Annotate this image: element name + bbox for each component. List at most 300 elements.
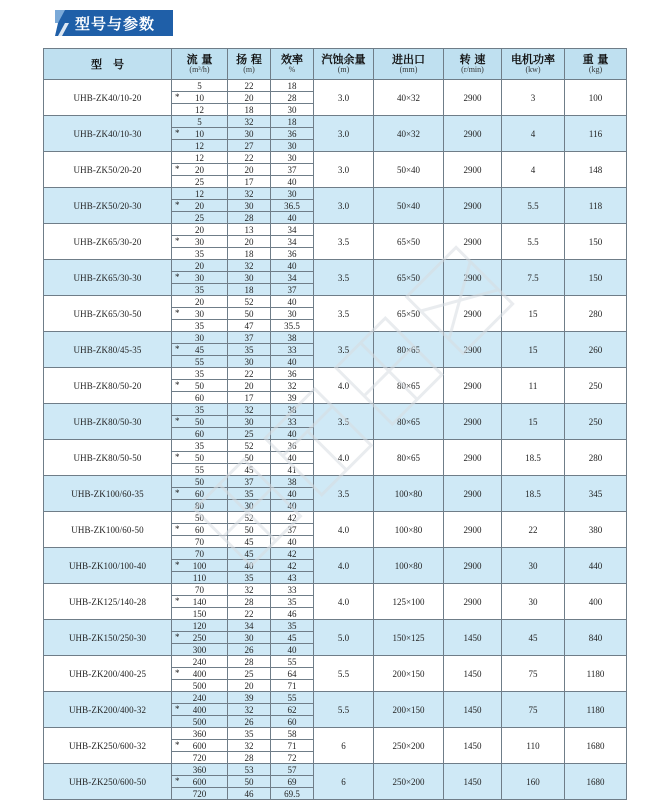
column-header-label: 汽蚀余量 — [321, 53, 366, 66]
column-header — [271, 49, 314, 80]
flow-cell — [172, 392, 228, 404]
cell-value: 20 — [244, 164, 254, 175]
model-cell: UHB-ZK250/600-32 — [44, 728, 172, 764]
weight-cell: 150 — [565, 224, 627, 260]
weight-cell: 250 — [565, 368, 627, 404]
npsh-cell: 3.5 — [314, 404, 374, 440]
flow-cell — [172, 116, 228, 128]
efficiency-cell — [271, 536, 314, 548]
model-cell: UHB-ZK250/600-50 — [44, 764, 172, 800]
npsh-cell: 5.0 — [314, 620, 374, 656]
cell-value: 45 — [244, 536, 254, 547]
cell-value: 33 — [287, 416, 297, 427]
head-cell — [228, 680, 271, 692]
column-header-unit: (m³/h) — [189, 65, 210, 74]
head-cell — [228, 776, 271, 788]
cell-value: 18 — [287, 116, 297, 127]
head-cell — [228, 692, 271, 704]
cell-value: 60 — [195, 392, 204, 403]
port-cell: 80×65 — [374, 404, 444, 440]
cell-value: 50 — [195, 512, 204, 523]
head-cell — [228, 752, 271, 764]
efficiency-cell — [271, 572, 314, 584]
flow-cell — [172, 224, 228, 236]
cell-value: 30 — [195, 272, 204, 283]
table-row — [44, 332, 627, 344]
speed-cell: 1450 — [444, 692, 502, 728]
column-header-unit: (mm) — [399, 65, 418, 74]
cell-value: 28 — [244, 596, 254, 607]
cell-value: 22 — [244, 368, 254, 379]
efficiency-cell — [271, 176, 314, 188]
speed-cell: 2900 — [444, 332, 502, 368]
speed-cell: 2900 — [444, 368, 502, 404]
head-cell — [228, 224, 271, 236]
cell-value: 13 — [244, 224, 254, 235]
cell-value: 36 — [287, 128, 297, 139]
efficiency-cell — [271, 680, 314, 692]
cell-value: 25 — [244, 428, 254, 439]
cell-value: 43 — [287, 572, 297, 583]
port-cell: 65×50 — [374, 296, 444, 332]
head-cell — [228, 716, 271, 728]
weight-cell: 118 — [565, 188, 627, 224]
flow-cell — [172, 584, 228, 596]
port-cell: 80×65 — [374, 332, 444, 368]
head-cell — [228, 728, 271, 740]
cell-value: 36.5 — [284, 200, 300, 211]
flow-cell — [172, 404, 228, 416]
speed-cell: 2900 — [444, 404, 502, 440]
table-row — [44, 440, 627, 452]
head-cell — [228, 788, 271, 800]
efficiency-cell — [271, 752, 314, 764]
cell-value: 36 — [287, 440, 297, 451]
cell-value: 60 — [195, 524, 204, 535]
flow-cell — [172, 332, 228, 344]
weight-cell: 148 — [565, 152, 627, 188]
flow-cell — [172, 236, 228, 248]
flow-cell — [172, 248, 228, 260]
cell-value: 30 — [244, 500, 254, 511]
cell-value: 240 — [192, 692, 207, 703]
cell-value: 30 — [244, 128, 254, 139]
cell-value: 28 — [287, 92, 297, 103]
power-cell: 15 — [502, 332, 565, 368]
speed-cell: 1450 — [444, 764, 502, 800]
cell-value: 18 — [244, 104, 254, 115]
port-cell: 100×80 — [374, 512, 444, 548]
power-cell: 160 — [502, 764, 565, 800]
table-row — [44, 188, 627, 200]
cell-value: 20 — [244, 92, 254, 103]
efficiency-cell — [271, 260, 314, 272]
head-cell — [228, 248, 271, 260]
efficiency-cell — [271, 500, 314, 512]
cell-value: 30 — [287, 140, 297, 151]
section-title: 型号与参数 — [75, 15, 156, 33]
efficiency-cell — [271, 116, 314, 128]
flow-cell — [172, 764, 228, 776]
efficiency-cell — [271, 188, 314, 200]
cell-value: 35 — [195, 368, 204, 379]
cell-value: 34 — [244, 620, 254, 631]
cell-value: 47 — [244, 320, 254, 331]
head-cell — [228, 704, 271, 716]
table-row — [44, 152, 627, 164]
cell-value: 40 — [287, 176, 297, 187]
power-cell: 11 — [502, 368, 565, 404]
efficiency-cell — [271, 296, 314, 308]
cell-value: 38 — [287, 476, 297, 487]
cell-value: 26 — [244, 716, 254, 727]
section-header — [55, 10, 173, 36]
flow-cell — [172, 200, 228, 212]
efficiency-cell — [271, 392, 314, 404]
efficiency-cell — [271, 488, 314, 500]
rated-point-marker: * — [175, 308, 180, 318]
efficiency-cell — [271, 440, 314, 452]
npsh-cell: 4.0 — [314, 548, 374, 584]
flow-cell — [172, 680, 228, 692]
cell-value: 50 — [244, 524, 254, 535]
model-cell: UHB-ZK50/20-20 — [44, 152, 172, 188]
cell-value: 45 — [244, 548, 254, 559]
model-cell: UHB-ZK65/30-20 — [44, 224, 172, 260]
cell-value: 40 — [287, 260, 297, 271]
power-cell: 110 — [502, 728, 565, 764]
cell-value: 25 — [195, 212, 204, 223]
model-cell: UHB-ZK100/60-50 — [44, 512, 172, 548]
npsh-cell: 6 — [314, 764, 374, 800]
cell-value: 32 — [244, 188, 254, 199]
model-cell: UHB-ZK65/30-30 — [44, 260, 172, 296]
weight-cell: 100 — [565, 80, 627, 116]
port-cell: 65×50 — [374, 260, 444, 296]
efficiency-cell — [271, 284, 314, 296]
head-cell — [228, 236, 271, 248]
power-cell: 3 — [502, 80, 565, 116]
cell-value: 12 — [195, 152, 204, 163]
flow-cell — [172, 464, 228, 476]
flow-cell — [172, 788, 228, 800]
head-cell — [228, 644, 271, 656]
flow-cell — [172, 500, 228, 512]
cell-value: 20 — [244, 680, 254, 691]
flow-cell — [172, 512, 228, 524]
npsh-cell: 3.5 — [314, 296, 374, 332]
model-cell: UHB-ZK80/50-20 — [44, 368, 172, 404]
flow-cell — [172, 440, 228, 452]
efficiency-cell — [271, 788, 314, 800]
cell-value: 41 — [287, 464, 297, 475]
cell-value: 32 — [244, 404, 254, 415]
efficiency-cell — [271, 740, 314, 752]
table-row — [44, 692, 627, 704]
rated-point-marker: * — [175, 416, 180, 426]
npsh-cell: 4.0 — [314, 584, 374, 620]
cell-value: 30 — [287, 104, 297, 115]
flow-cell — [172, 560, 228, 572]
efficiency-cell — [271, 248, 314, 260]
column-header-label: 转 速 — [459, 53, 486, 66]
efficiency-cell — [271, 368, 314, 380]
cell-value: 30 — [287, 152, 297, 163]
weight-cell: 1680 — [565, 764, 627, 800]
table-row — [44, 116, 627, 128]
cell-value: 52 — [244, 512, 254, 523]
head-cell — [228, 440, 271, 452]
cell-value: 62 — [287, 704, 297, 715]
flow-cell — [172, 80, 228, 92]
npsh-cell: 3.5 — [314, 224, 374, 260]
head-cell — [228, 260, 271, 272]
cell-value: 58 — [287, 728, 297, 739]
cell-value: 35 — [244, 344, 254, 355]
cell-value: 28 — [244, 212, 254, 223]
cell-value: 32 — [244, 260, 254, 271]
port-cell: 125×100 — [374, 584, 444, 620]
cell-value: 70 — [195, 548, 204, 559]
cell-value: 36 — [287, 368, 297, 379]
rated-point-marker: * — [175, 524, 180, 534]
table-header-row — [44, 49, 627, 80]
power-cell: 30 — [502, 584, 565, 620]
cell-value: 35 — [244, 728, 254, 739]
table-row — [44, 620, 627, 632]
rated-point-marker: * — [175, 488, 180, 498]
port-cell: 200×150 — [374, 692, 444, 728]
column-header-label: 型 号 — [91, 57, 124, 71]
cell-value: 45 — [195, 344, 204, 355]
cell-value: 40 — [287, 212, 297, 223]
port-cell: 50×40 — [374, 152, 444, 188]
table-row — [44, 512, 627, 524]
head-cell — [228, 476, 271, 488]
port-cell: 200×150 — [374, 656, 444, 692]
npsh-cell: 5.5 — [314, 656, 374, 692]
efficiency-cell — [271, 428, 314, 440]
cell-value: 40 — [287, 644, 297, 655]
efficiency-cell — [271, 152, 314, 164]
table-row — [44, 656, 627, 668]
cell-value: 360 — [192, 764, 207, 775]
rated-point-marker: * — [175, 452, 180, 462]
cell-value: 50 — [195, 452, 204, 463]
cell-value: 34 — [287, 236, 297, 247]
cell-value: 28 — [244, 656, 254, 667]
head-cell — [228, 176, 271, 188]
head-cell — [228, 368, 271, 380]
efficiency-cell — [271, 692, 314, 704]
cell-value: 30 — [195, 308, 204, 319]
head-cell — [228, 140, 271, 152]
head-cell — [228, 104, 271, 116]
efficiency-cell — [271, 104, 314, 116]
cell-value: 35 — [287, 620, 297, 631]
npsh-cell: 5.5 — [314, 692, 374, 728]
column-header — [314, 49, 374, 80]
head-cell — [228, 404, 271, 416]
flow-cell — [172, 752, 228, 764]
head-cell — [228, 152, 271, 164]
cell-value: 35 — [195, 440, 204, 451]
weight-cell: 1680 — [565, 728, 627, 764]
flow-cell — [172, 524, 228, 536]
flow-cell — [172, 620, 228, 632]
weight-cell: 1180 — [565, 656, 627, 692]
power-cell: 5.5 — [502, 224, 565, 260]
head-cell — [228, 764, 271, 776]
rated-point-marker: * — [175, 740, 180, 750]
flow-cell — [172, 308, 228, 320]
table-row — [44, 548, 627, 560]
flow-cell — [172, 92, 228, 104]
cell-value: 34 — [287, 272, 297, 283]
head-cell — [228, 500, 271, 512]
cell-value: 40 — [287, 500, 297, 511]
cell-value: 70 — [195, 536, 204, 547]
column-header — [502, 49, 565, 80]
cell-value: 45 — [244, 464, 254, 475]
cell-value: 37 — [287, 284, 297, 295]
speed-cell: 2900 — [444, 512, 502, 548]
cell-value: 5 — [197, 80, 202, 91]
npsh-cell: 3.5 — [314, 260, 374, 296]
flow-cell — [172, 428, 228, 440]
cell-value: 39 — [244, 692, 254, 703]
column-header-unit: (m) — [337, 65, 350, 74]
efficiency-cell — [271, 236, 314, 248]
port-cell: 50×40 — [374, 188, 444, 224]
cell-value: 60 — [195, 428, 204, 439]
cell-value: 120 — [192, 620, 207, 631]
cell-value: 33 — [287, 584, 297, 595]
cell-value: 35.5 — [284, 320, 300, 331]
efficiency-cell — [271, 524, 314, 536]
flow-cell — [172, 368, 228, 380]
table-row — [44, 404, 627, 416]
flow-cell — [172, 572, 228, 584]
power-cell: 75 — [502, 656, 565, 692]
table-row — [44, 584, 627, 596]
cell-value: 55 — [195, 464, 204, 475]
efficiency-cell — [271, 380, 314, 392]
npsh-cell: 3.0 — [314, 80, 374, 116]
efficiency-cell — [271, 656, 314, 668]
head-cell — [228, 428, 271, 440]
weight-cell: 280 — [565, 440, 627, 476]
model-cell: UHB-ZK200/400-32 — [44, 692, 172, 728]
npsh-cell: 3.5 — [314, 476, 374, 512]
speed-cell: 1450 — [444, 656, 502, 692]
weight-cell: 150 — [565, 260, 627, 296]
cell-value: 50 — [244, 308, 254, 319]
power-cell: 15 — [502, 296, 565, 332]
head-cell — [228, 488, 271, 500]
cell-value: 52 — [244, 440, 254, 451]
table-row — [44, 80, 627, 92]
cell-value: 28 — [244, 752, 254, 763]
model-cell: UHB-ZK200/400-25 — [44, 656, 172, 692]
column-header-unit: % — [288, 65, 296, 74]
cell-value: 20 — [195, 224, 204, 235]
cell-value: 50 — [195, 416, 204, 427]
cell-value: 20 — [195, 164, 204, 175]
head-cell — [228, 608, 271, 620]
efficiency-cell — [271, 476, 314, 488]
cell-value: 55 — [195, 356, 204, 367]
flow-cell — [172, 488, 228, 500]
speed-cell: 2900 — [444, 584, 502, 620]
cell-value: 40 — [287, 296, 297, 307]
column-header — [565, 49, 627, 80]
table-body — [44, 80, 627, 800]
cell-value: 720 — [192, 788, 207, 799]
model-cell: UHB-ZK80/50-30 — [44, 404, 172, 440]
cell-value: 300 — [192, 644, 207, 655]
speed-cell: 1450 — [444, 620, 502, 656]
model-cell: UHB-ZK50/20-30 — [44, 188, 172, 224]
table-row — [44, 296, 627, 308]
model-cell: UHB-ZK150/250-30 — [44, 620, 172, 656]
head-cell — [228, 740, 271, 752]
cell-value: 53 — [244, 764, 254, 775]
cell-value: 30 — [244, 632, 254, 643]
speed-cell: 2900 — [444, 116, 502, 152]
cell-value: 64 — [287, 668, 297, 679]
efficiency-cell — [271, 464, 314, 476]
flow-cell — [172, 128, 228, 140]
port-cell: 100×80 — [374, 476, 444, 512]
cell-value: 30 — [195, 236, 204, 247]
efficiency-cell — [271, 512, 314, 524]
model-cell: UHB-ZK100/100-40 — [44, 548, 172, 584]
speed-cell: 2900 — [444, 296, 502, 332]
cell-value: 46 — [287, 608, 297, 619]
column-header-unit: (m) — [243, 65, 255, 74]
rated-point-marker: * — [175, 776, 180, 786]
cell-value: 40 — [287, 428, 297, 439]
efficiency-cell — [271, 452, 314, 464]
cell-value: 30 — [244, 356, 254, 367]
efficiency-cell — [271, 704, 314, 716]
efficiency-cell — [271, 716, 314, 728]
cell-value: 250 — [192, 632, 207, 643]
cell-value: 150 — [192, 608, 207, 619]
cell-value: 18 — [287, 80, 297, 91]
column-header-unit: (kg) — [588, 65, 603, 74]
cell-value: 42 — [287, 560, 297, 571]
cell-value: 17 — [244, 392, 254, 403]
cell-value: 5 — [197, 116, 202, 127]
cell-value: 72 — [287, 752, 297, 763]
efficiency-cell — [271, 632, 314, 644]
cell-value: 22 — [244, 80, 254, 91]
cell-value: 35 — [195, 248, 204, 259]
rated-point-marker: * — [175, 344, 180, 354]
cell-value: 71 — [287, 680, 297, 691]
efficiency-cell — [271, 776, 314, 788]
cell-value: 42 — [287, 512, 297, 523]
cell-value: 25 — [244, 668, 254, 679]
efficiency-cell — [271, 344, 314, 356]
rated-point-marker: * — [175, 596, 180, 606]
head-cell — [228, 128, 271, 140]
efficiency-cell — [271, 596, 314, 608]
head-cell — [228, 308, 271, 320]
column-header — [228, 49, 271, 80]
